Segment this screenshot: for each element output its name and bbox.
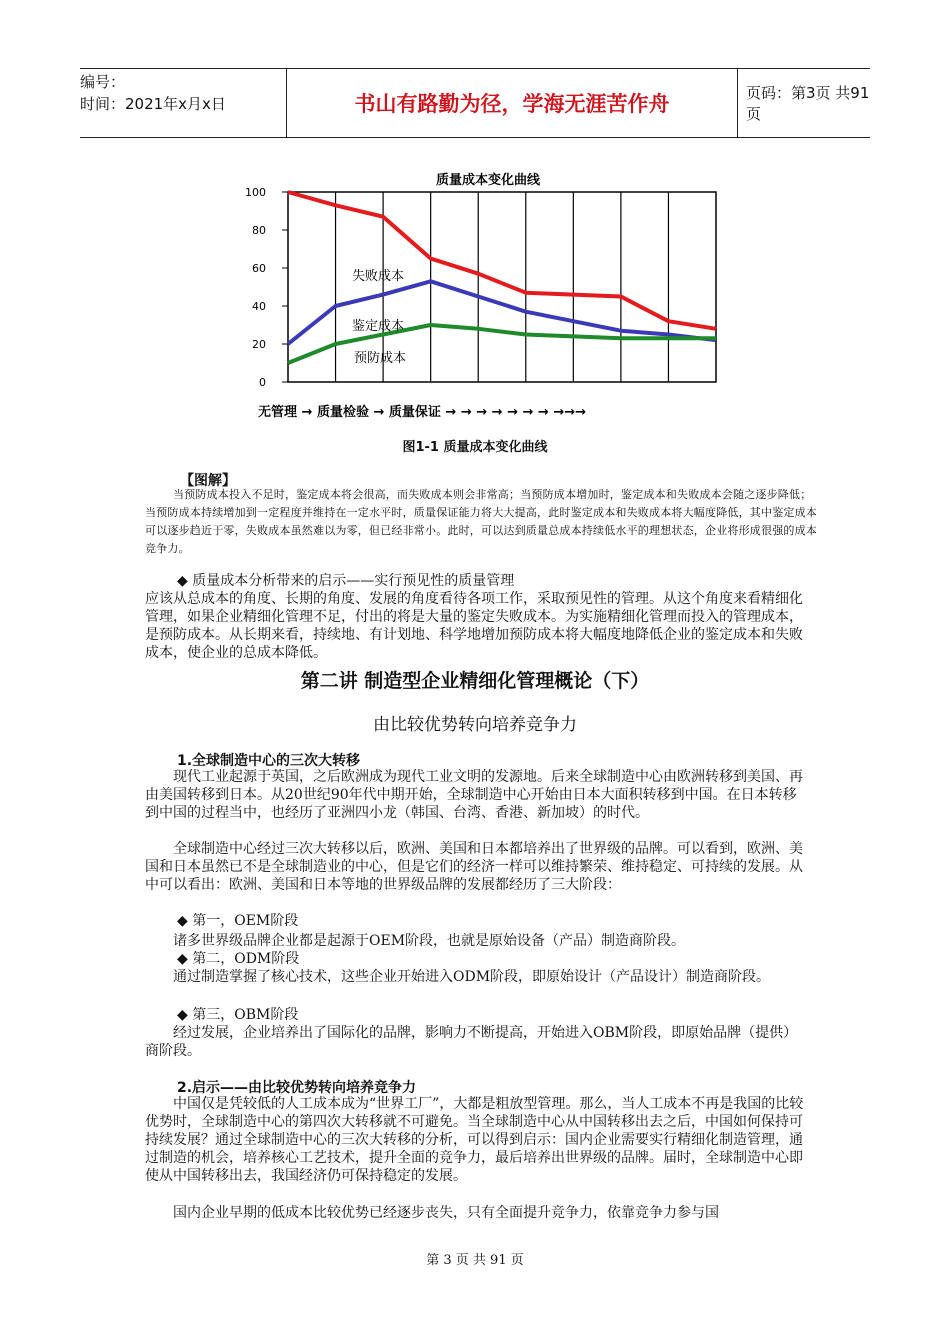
section1-bullet-oem: ◆ 第一，OEM阶段 <box>177 913 299 929</box>
chart-y-tick-label: 20 <box>252 338 266 351</box>
figure-caption: 图1-1 质量成本变化曲线 <box>402 440 548 455</box>
note-body: 当预防成本投入不足时，鉴定成本将会很高，而失败成本则会非常高；当预防成本增加时，鉴定成本和失败成本会随之逐步降低；当预防成本持续增加到一定程度并维持在一定水平时，质量保证能力将大大提高，此时鉴定成本和失败成本将大幅度降低，其中鉴定成本可以逐步趋近于零，失败成本虽然难以为零，但已经非常小。此时，可以达到质量总成本持续低水平的理想状态，企业将形成很强的成本竞争力。 <box>145 488 817 555</box>
chart-y-tick-label: 60 <box>252 262 266 275</box>
chart-y-ticks <box>245 186 288 389</box>
section1-paragraph-1: 现代工业起源于英国，之后欧洲成为现代工业文明的发源地。后来全球制造中心由欧洲转移到美国、再由美国转移到日本。从20世纪90年代中期开始，全球制造中心开始由日本大面积转移到中国。在日本转移到中国的过程当中，也经历了亚洲四小龙（韩国、台湾、香港、新加坡）的时代。 <box>145 769 803 821</box>
section2-paragraph-1: 中国仅是凭较低的人工成本成为“世界工厂”，大都是粗放型管理。那么，当人工成本不再是我国的比较优势时，全球制造中心的第四次大转移就不可避免。当全球制造中心从中国转移出去之后，中国如何保持可持续发展？通过全球制造中心的三次大转移的分析，可以得到启示：国内企业需要实行精细化制造管理，通过制造的机会，培养核心工艺技术，提升全面的竞争力，最后培养出世界级的品牌。届时，全球制造中心即使从中国转移出去，我国经济仍可保持稳定的发展。 <box>145 1096 804 1184</box>
section1-bullet-obm: ◆ 第三，OBM阶段 <box>177 1007 299 1023</box>
series-label-prevention: 预防成本 <box>354 351 407 366</box>
insight-bullet: ◆ 质量成本分析带来的启示——实行预见性的质量管理 <box>177 573 515 589</box>
section1-heading: 1.全球制造中心的三次大转移 <box>177 753 361 769</box>
chart-y-tick-label: 100 <box>245 186 266 199</box>
lecture-subtitle: 由比较优势转向培养竞争力 <box>373 715 577 735</box>
chart-series-line-1 <box>288 192 716 329</box>
page-header <box>80 68 870 138</box>
header-motto: 书山有路勤为径，学海无涯苦作舟 <box>286 69 738 137</box>
section2-heading: 2.启示——由比较优势转向培养竞争力 <box>177 1080 417 1096</box>
section1-obm-text: 经过发展，企业培养出了国际化的品牌，影响力不断提高，开始进入OBM阶段，即原始品牌（提供）商阶段。 <box>145 1025 798 1059</box>
chart-x-axis-caption: 无管理 → 质量检验 → 质量保证 → → → → → → → →→→ <box>258 405 587 420</box>
header-number: 编号： <box>80 73 126 91</box>
series-label-failure: 失败成本 <box>352 269 405 284</box>
insight-text: 应该从总成本的角度、长期的角度、发展的角度看待各项工作，采取预见性的管理。从这个角度来看精细化管理，如果企业精细化管理不足，付出的将是大量的鉴定失败成本。为实施精细化管理而投入的管理成本，是预防成本。从长期来看，持续地、有计划地、科学地增加预防成本将大幅度地降低企业的鉴定成本和失败成本，使企业的总成本降低。 <box>145 591 803 661</box>
chart-frame <box>288 192 716 382</box>
header-time: 时间：2021年x月x日 <box>80 95 226 113</box>
chart-y-tick-label: 0 <box>259 376 266 389</box>
header-page-info: 页码：第3页 共91页 <box>746 84 870 123</box>
section1-bullet-odm: ◆ 第二，ODM阶段 <box>177 951 300 967</box>
header-meta <box>80 71 286 135</box>
section2-paragraph-2: 国内企业早期的低成本比较优势已经逐步丧失，只有全面提升竞争力，依靠竞争力参与国 <box>173 1205 719 1221</box>
section1-paragraph-2: 全球制造中心经过三次大转移以后，欧洲、美国和日本都培养出了世界级的品牌。可以看到，欧洲、美国和日本虽然已不是全球制造业的中心，但是它们的经济一样可以维持繁荣、维持稳定、可持续的发展。从中可以看出：欧洲、美国和日本等地的世界级品牌的发展都经历了三大阶段： <box>145 841 803 893</box>
chart-y-tick-label: 40 <box>252 300 266 313</box>
section1-odm-text: 通过制造掌握了核心技术，这些企业开始进入ODM阶段，即原始设计（产品设计）制造商阶段。 <box>173 969 771 985</box>
section1-oem-text: 诸多世界级品牌企业都是起源于OEM阶段，也就是原始设备（产品）制造商阶段。 <box>173 933 686 949</box>
note-title: 【图解】 <box>180 473 236 489</box>
lecture-title: 第二讲 制造型企业精细化管理概论（下） <box>300 670 650 692</box>
series-label-appraisal: 鉴定成本 <box>352 319 405 334</box>
chart-grid <box>288 192 716 382</box>
page-footer: 第 3 页 共 91 页 <box>426 1253 524 1268</box>
chart-title: 质量成本变化曲线 <box>435 173 541 188</box>
quality-cost-chart <box>240 160 720 430</box>
chart-y-tick-label: 80 <box>252 224 266 237</box>
